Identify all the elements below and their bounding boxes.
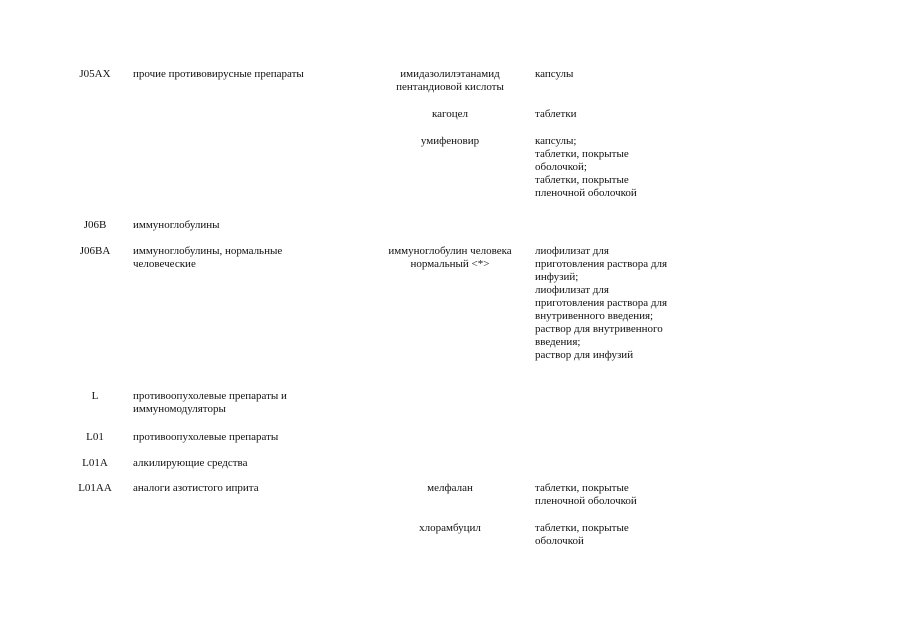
drug-name: имидазолилэтанамид пентандиовой кислоты [396,68,504,93]
atc-group-name: прочие противовирусные препараты [133,68,304,80]
dosage-form: лиофилизат для приготовления раствора для инфузий; лиофилизат для приготовления раствора для внутривенного введения; раствор для внутривенного введения; раствор для инфузий [535,245,667,361]
atc-group-name: противоопухолевые препараты [133,431,279,443]
drug-name: хлорамбуцил [419,522,481,534]
atc-code: J05AX [79,68,111,80]
atc-code: L01 [86,431,104,443]
atc-group-name: противоопухолевые препараты и иммуномодуляторы [133,390,287,415]
atc-code: L [91,390,99,402]
atc-code: J06BA [79,245,111,257]
dosage-form: таблетки [535,108,577,120]
dosage-form: капсулы [535,68,574,80]
dosage-form: таблетки, покрытые пленочной оболочкой [535,482,637,507]
atc-code: L01AA [78,482,112,494]
drug-name: иммуноглобулин человека нормальный <*> [388,245,512,270]
dosage-form: капсулы; таблетки, покрытые оболочкой; таблетки, покрытые пленочной оболочкой [535,135,637,199]
drug-name: мелфалан [427,482,473,494]
dosage-form: таблетки, покрытые оболочкой [535,522,629,547]
atc-group-name: аналоги азотистого иприта [133,482,259,494]
atc-code: L01A [82,457,108,469]
atc-group-name: алкилирующие средства [133,457,248,469]
atc-group-name: иммуноглобулины, нормальные человеческие [133,245,283,270]
atc-code: J06B [83,219,107,231]
atc-group-name: иммуноглобулины [133,219,220,231]
drug-name: кагоцел [431,108,469,120]
drug-name: умифеновир [420,135,480,147]
